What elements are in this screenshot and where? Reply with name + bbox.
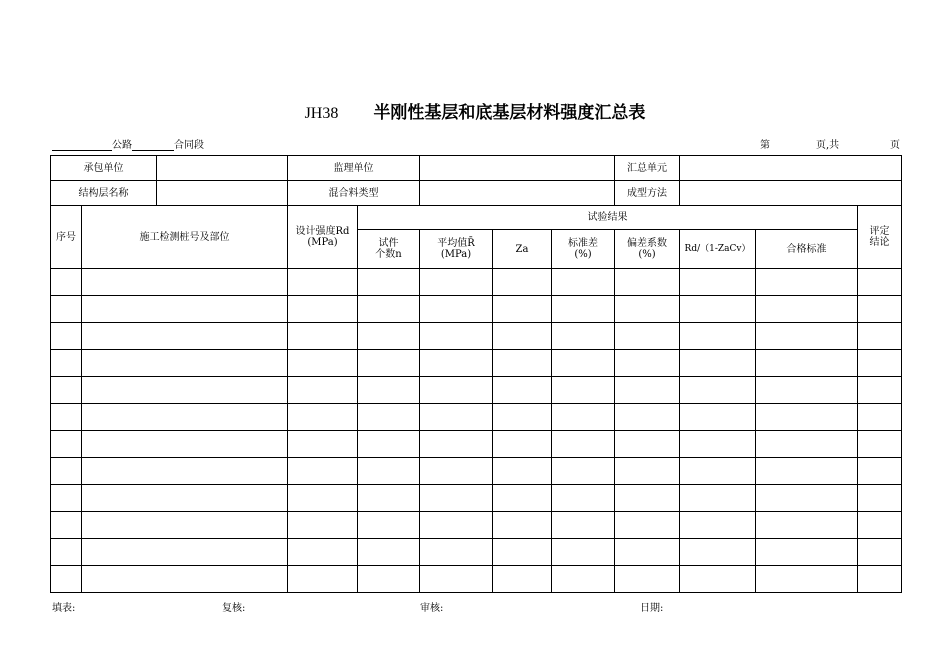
conclusion-header-line2: 结论 (869, 237, 890, 248)
conclusion-cell[interactable] (858, 431, 902, 458)
form-code: JH38 (304, 105, 339, 122)
info-label: 混合料类型 (288, 181, 420, 206)
design-strength-cell[interactable] (288, 485, 358, 512)
za-cell[interactable] (493, 377, 552, 404)
conclusion-cell[interactable] (858, 269, 902, 296)
seq-cell[interactable] (51, 269, 82, 296)
count-cell[interactable] (358, 296, 420, 323)
location-cell[interactable] (82, 485, 288, 512)
data-row (51, 566, 902, 593)
conclusion-cell[interactable] (858, 485, 902, 512)
location-cell[interactable] (82, 566, 288, 593)
std-dev-cell[interactable] (552, 377, 615, 404)
std-dev-cell[interactable] (552, 296, 615, 323)
design-strength-cell[interactable] (288, 512, 358, 539)
data-row (51, 485, 902, 512)
design-strength-cell[interactable] (288, 377, 358, 404)
audited-by-label: 审核: (420, 603, 444, 614)
count-cell[interactable] (358, 404, 420, 431)
standard-cell[interactable] (756, 566, 858, 593)
count-cell[interactable] (358, 512, 420, 539)
count-cell[interactable] (358, 485, 420, 512)
standard-cell[interactable] (756, 404, 858, 431)
std-dev-cell[interactable] (552, 431, 615, 458)
info-value-cell[interactable] (680, 181, 902, 206)
design-strength-header-line2: (MPa) (307, 237, 338, 248)
seq-cell[interactable] (51, 404, 82, 431)
cv-cell[interactable] (615, 566, 680, 593)
info-label: 汇总单元 (615, 156, 680, 181)
form-name: 半刚性基层和底基层材料强度汇总表 (373, 103, 646, 123)
info-row (51, 181, 902, 206)
formula-cell[interactable] (680, 566, 756, 593)
za-cell[interactable] (493, 566, 552, 593)
standard-cell[interactable] (756, 485, 858, 512)
za-header: Za (493, 230, 552, 269)
conclusion-cell[interactable] (858, 377, 902, 404)
count-cell[interactable] (358, 539, 420, 566)
formula-cell[interactable] (680, 269, 756, 296)
average-cell[interactable] (420, 296, 493, 323)
info-value-cell[interactable] (157, 181, 288, 206)
road-label: 公路 (112, 140, 132, 151)
formula-cell[interactable] (680, 458, 756, 485)
formula-header: Rd/（1-ZaCv） (680, 230, 756, 269)
seq-cell[interactable] (51, 539, 82, 566)
location-cell[interactable] (82, 404, 288, 431)
data-row (51, 431, 902, 458)
data-row (51, 404, 902, 431)
page-prefix: 第 (760, 140, 770, 151)
design-strength-cell[interactable] (288, 566, 358, 593)
std-dev-cell[interactable] (552, 404, 615, 431)
header-row (51, 206, 902, 230)
seq-cell[interactable] (51, 485, 82, 512)
data-row (51, 269, 902, 296)
info-label: 结构层名称 (51, 181, 157, 206)
conclusion-header-line1: 评定 (869, 226, 890, 237)
cv-cell[interactable] (615, 323, 680, 350)
average-cell[interactable] (420, 485, 493, 512)
formula-cell[interactable] (680, 485, 756, 512)
formula-cell[interactable] (680, 350, 756, 377)
conclusion-header (858, 206, 902, 269)
cv-cell[interactable] (615, 458, 680, 485)
design-strength-cell[interactable] (288, 269, 358, 296)
data-row (51, 350, 902, 377)
info-value-cell[interactable] (157, 156, 288, 181)
std-dev-cell[interactable] (552, 269, 615, 296)
design-strength-cell[interactable] (288, 458, 358, 485)
form-title (0, 98, 950, 123)
count-cell[interactable] (358, 323, 420, 350)
data-row (51, 377, 902, 404)
data-row (51, 323, 902, 350)
formula-cell[interactable] (680, 323, 756, 350)
design-strength-cell[interactable] (288, 431, 358, 458)
page-suffix: 页 (890, 140, 900, 151)
count-cell[interactable] (358, 269, 420, 296)
conclusion-cell[interactable] (858, 566, 902, 593)
info-label: 成型方法 (615, 181, 680, 206)
location-cell[interactable] (82, 512, 288, 539)
count-header-line1: 试件 (378, 238, 399, 249)
info-value-cell[interactable] (420, 181, 615, 206)
average-cell[interactable] (420, 458, 493, 485)
za-cell[interactable] (493, 350, 552, 377)
location-cell[interactable] (82, 539, 288, 566)
seq-cell[interactable] (51, 323, 82, 350)
conclusion-cell[interactable] (858, 512, 902, 539)
std-dev-cell[interactable] (552, 458, 615, 485)
seq-cell[interactable] (51, 512, 82, 539)
design-strength-cell[interactable] (288, 350, 358, 377)
average-header-line2: (MPa) (440, 249, 472, 260)
std-dev-header (552, 230, 615, 269)
design-strength-cell[interactable] (288, 323, 358, 350)
average-cell[interactable] (420, 269, 493, 296)
data-row (51, 458, 902, 485)
signature-footer (52, 599, 900, 613)
std-dev-cell[interactable] (552, 350, 615, 377)
average-header-line1: 平均值R̄ (437, 238, 475, 249)
seq-cell[interactable] (51, 296, 82, 323)
za-cell[interactable] (493, 458, 552, 485)
data-row (51, 296, 902, 323)
formula-cell[interactable] (680, 296, 756, 323)
cv-header-line2: (%) (638, 249, 656, 260)
standard-cell[interactable] (756, 350, 858, 377)
strength-summary-table (50, 155, 902, 593)
form-subheader (52, 136, 900, 150)
cv-cell[interactable] (615, 296, 680, 323)
info-row (51, 156, 902, 181)
seq-cell[interactable] (51, 431, 82, 458)
standard-cell[interactable] (756, 296, 858, 323)
design-strength-cell[interactable] (288, 296, 358, 323)
cv-header (615, 230, 680, 269)
date-label: 日期: (640, 603, 664, 614)
location-cell[interactable] (82, 458, 288, 485)
average-cell[interactable] (420, 377, 493, 404)
location-header: 施工检测桩号及部位 (82, 206, 288, 269)
filled-by-label: 填表: (52, 603, 76, 614)
formula-cell[interactable] (680, 431, 756, 458)
standard-cell[interactable] (756, 269, 858, 296)
average-cell[interactable] (420, 323, 493, 350)
contract-section-field[interactable] (132, 139, 174, 151)
conclusion-cell[interactable] (858, 350, 902, 377)
design-strength-cell[interactable] (288, 404, 358, 431)
standard-cell[interactable] (756, 431, 858, 458)
za-cell[interactable] (493, 323, 552, 350)
standard-cell[interactable] (756, 377, 858, 404)
count-header (358, 230, 420, 269)
cv-cell[interactable] (615, 512, 680, 539)
standard-header: 合格标准 (756, 230, 858, 269)
data-row (51, 539, 902, 566)
location-cell[interactable] (82, 377, 288, 404)
std-dev-cell[interactable] (552, 539, 615, 566)
standard-cell[interactable] (756, 512, 858, 539)
za-cell[interactable] (493, 431, 552, 458)
info-label: 监理单位 (288, 156, 420, 181)
info-label: 承包单位 (51, 156, 157, 181)
location-cell[interactable] (82, 269, 288, 296)
design-strength-header (288, 206, 358, 269)
count-header-line2: 个数n (375, 249, 402, 260)
data-row (51, 512, 902, 539)
average-cell[interactable] (420, 512, 493, 539)
conclusion-cell[interactable] (858, 404, 902, 431)
count-cell[interactable] (358, 458, 420, 485)
count-cell[interactable] (358, 377, 420, 404)
info-value-cell[interactable] (680, 156, 902, 181)
info-value-cell[interactable] (420, 156, 615, 181)
location-cell[interactable] (82, 431, 288, 458)
location-cell[interactable] (82, 323, 288, 350)
std-dev-cell[interactable] (552, 512, 615, 539)
reviewed-by-label: 复核: (222, 603, 246, 614)
formula-cell[interactable] (680, 512, 756, 539)
seq-cell[interactable] (51, 566, 82, 593)
cv-cell[interactable] (615, 431, 680, 458)
std-dev-cell[interactable] (552, 566, 615, 593)
formula-cell[interactable] (680, 377, 756, 404)
std-dev-header-line2: (%) (574, 249, 592, 260)
test-results-header: 试验结果 (358, 206, 858, 230)
std-dev-cell[interactable] (552, 323, 615, 350)
average-cell[interactable] (420, 404, 493, 431)
cv-cell[interactable] (615, 269, 680, 296)
count-cell[interactable] (358, 566, 420, 593)
za-cell[interactable] (493, 539, 552, 566)
page-indicator (760, 136, 900, 150)
seq-cell[interactable] (51, 458, 82, 485)
average-cell[interactable] (420, 431, 493, 458)
za-cell[interactable] (493, 269, 552, 296)
std-dev-cell[interactable] (552, 485, 615, 512)
conclusion-cell[interactable] (858, 323, 902, 350)
average-header (420, 230, 493, 269)
location-cell[interactable] (82, 350, 288, 377)
za-cell[interactable] (493, 404, 552, 431)
cv-cell[interactable] (615, 350, 680, 377)
count-cell[interactable] (358, 350, 420, 377)
standard-cell[interactable] (756, 323, 858, 350)
cv-header-line1: 偏差系数 (627, 238, 668, 249)
cv-cell[interactable] (615, 404, 680, 431)
za-cell[interactable] (493, 512, 552, 539)
count-cell[interactable] (358, 431, 420, 458)
cv-cell[interactable] (615, 377, 680, 404)
conclusion-cell[interactable] (858, 458, 902, 485)
location-cell[interactable] (82, 296, 288, 323)
contract-section-label: 合同段 (174, 140, 204, 151)
design-strength-header-line1: 设计强度Rd (295, 226, 350, 237)
cv-cell[interactable] (615, 539, 680, 566)
road-name-field[interactable] (52, 139, 112, 151)
seq-header: 序号 (51, 206, 82, 269)
seq-cell[interactable] (51, 377, 82, 404)
standard-cell[interactable] (756, 458, 858, 485)
average-cell[interactable] (420, 566, 493, 593)
za-cell[interactable] (493, 485, 552, 512)
cv-cell[interactable] (615, 485, 680, 512)
conclusion-cell[interactable] (858, 296, 902, 323)
za-cell[interactable] (493, 296, 552, 323)
average-cell[interactable] (420, 350, 493, 377)
standard-cell[interactable] (756, 539, 858, 566)
average-cell[interactable] (420, 539, 493, 566)
design-strength-cell[interactable] (288, 539, 358, 566)
std-dev-header-line1: 标准差 (568, 238, 598, 249)
formula-cell[interactable] (680, 539, 756, 566)
page-mid: 页,共 (816, 140, 840, 151)
seq-cell[interactable] (51, 350, 82, 377)
formula-cell[interactable] (680, 404, 756, 431)
conclusion-cell[interactable] (858, 539, 902, 566)
